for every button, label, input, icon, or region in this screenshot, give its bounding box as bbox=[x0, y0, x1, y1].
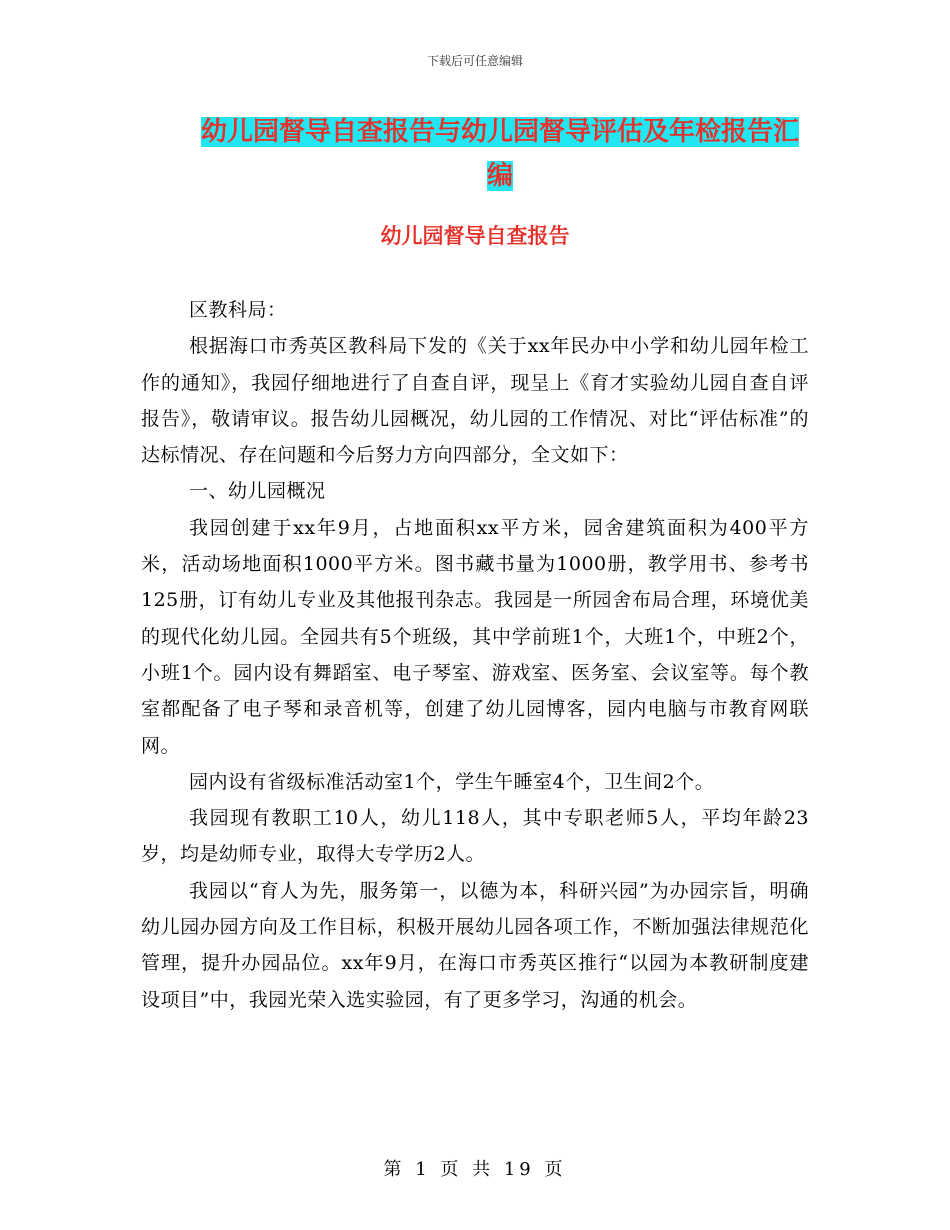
paragraph-salutation: 区教科局： bbox=[189, 299, 287, 321]
document-title bbox=[190, 110, 810, 198]
paragraph-facilities: 我园创建于xx年9月，占地面积xx平方米，园舍建筑面积为400平方米，活动场地面积1000平方米。图书藏书量为1000册，教学用书、参考书125册，订有幼儿专业及其他报刊杂志。我园是一所园舍布局合理，环境优美的现代化幼儿园。全园共有5个班级，其中学前班1个，大班1个，中班2个，小班1个。园内设有舞蹈室、电子琴室、游戏室、医务室、会议室等。每个教室都配备了电子琴和录音机等，创建了幼儿园博客，园内电脑与市教育网联网。 bbox=[141, 516, 809, 757]
page-footer: 第 1 页 共 19 页 bbox=[383, 1159, 567, 1180]
document-body bbox=[141, 292, 809, 1018]
document-title-line2: 编 bbox=[486, 161, 513, 191]
document-title-line1: 幼儿园督导自查报告与幼儿园督导评估及年检报告汇 bbox=[200, 117, 799, 147]
paragraph-intro: 根据海口市秀英区教科局下发的《关于xx年民办中小学和幼儿园年检工作的通知》，我园仔细地进行了自查自评，现呈上《育才实验幼儿园自查自评报告》，敬请审议。报告幼儿园概况，幼儿园的工作情况、对比“评估标准”的达标情况、存在问题和今后努力方向四部分，全文如下： bbox=[141, 335, 809, 467]
paragraph-rooms: 园内设有省级标准活动室1个，学生午睡室4个，卫生间2个。 bbox=[189, 770, 715, 793]
header-note: 下载后可任意编辑 bbox=[426, 54, 523, 68]
paragraph-heading-overview: 一、幼儿园概况 bbox=[189, 480, 326, 503]
section-title: 幼儿园督导自查报告 bbox=[380, 224, 570, 248]
paragraph-staff: 我园现有教职工10人，幼儿118人，其中专职老师5人，平均年龄23岁，均是幼师专业，取得大专学历2人。 bbox=[141, 807, 809, 866]
paragraph-philosophy: 我园以“育人为先，服务第一，以德为本，科研兴园”为办园宗旨，明确幼儿园办园方向及工作目标，积极开展幼儿园各项工作，不断加强法律规范化管理，提升办园品位。xx年9月，在海口市秀英区推行“以园为本教研制度建设项目”中，我园光荣入选实验园，有了更多学习，沟通的机会。 bbox=[141, 879, 809, 1011]
